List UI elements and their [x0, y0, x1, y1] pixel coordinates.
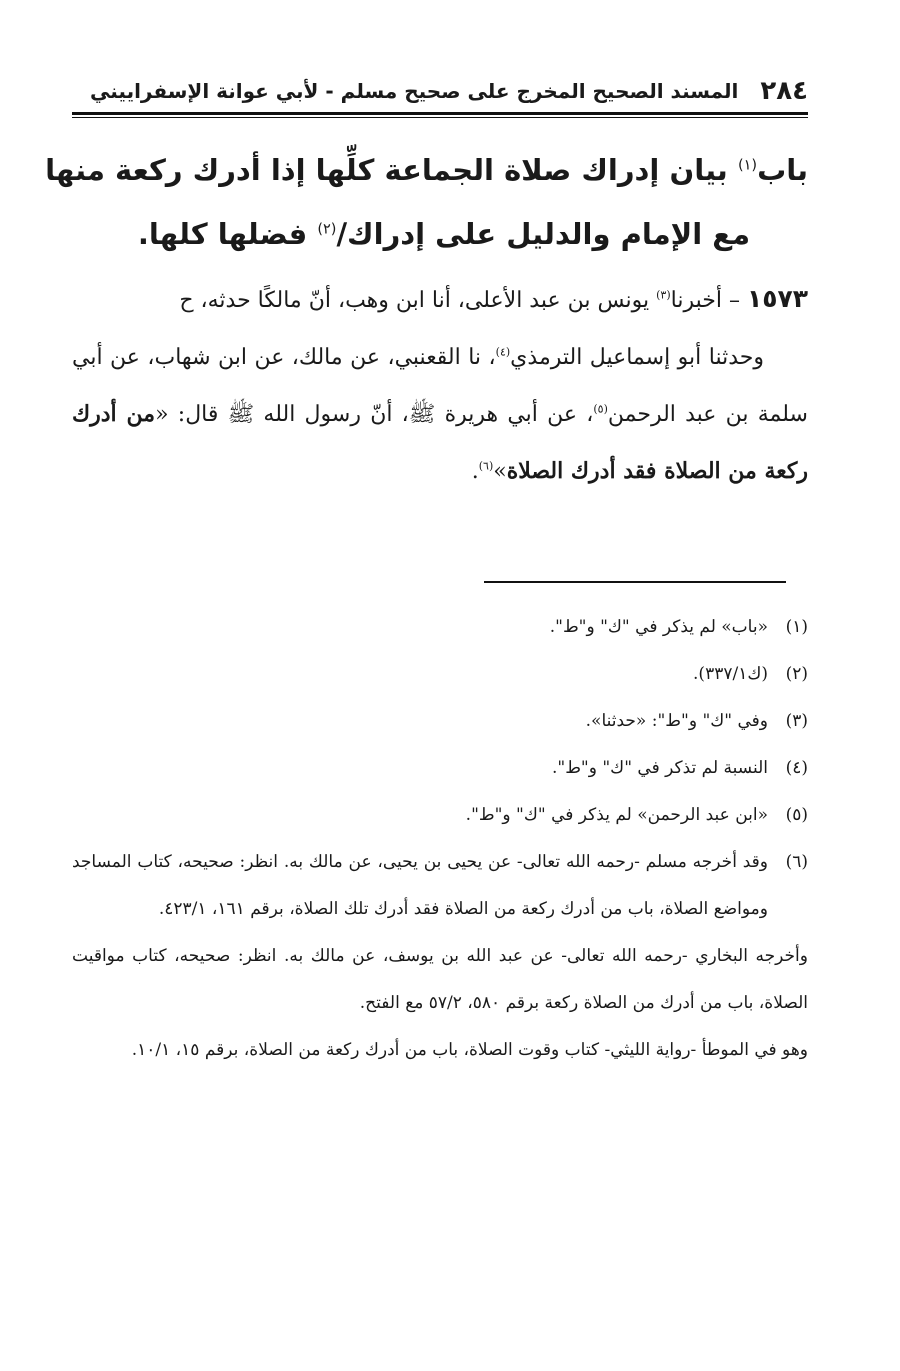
running-title: المسند الصحيح المخرج على صحيح مسلم - لأبي عوانة الإسفراييني [90, 79, 739, 103]
footnote-line: «باب» لم يذكر في "ك" و"ط". [549, 617, 768, 637]
footnote-2 [72, 651, 808, 698]
footnote-line: وقد أخرجه مسلم -رحمه الله تعالى- عن يحيى بن يحيى، عن مالك به. انظر: صحيحه، كتاب المساجد ومواضع الصلاة، باب من أدرك ركعة من الصلاة فقد أدرك تلك الصلاة، برقم ١٦١، ٤٢٣/١. [72, 852, 768, 919]
chapter-title-part-3: فضلها كلها. [137, 217, 308, 251]
footnote-ref: (١) [737, 157, 758, 174]
footnote-line: وهو في الموطأ -رواية الليثي- كتاب وقوت الصلاة، باب من أدرك ركعة من الصلاة، برقم ١٥، ١٠/١. [131, 1040, 808, 1060]
isnad-text: يونس بن عبد الأعلى، أنا ابن وهب، أنّ مالكًا حدثه، ح [179, 288, 650, 313]
footnote-1 [72, 604, 808, 651]
isnad-text: ، عن أبي هريرة ﷺ، أنّ رسول الله ﷺ قال: « [155, 402, 594, 427]
running-header [74, 68, 808, 108]
page-number: ٢٨٤ [760, 76, 808, 106]
header-rule [72, 112, 808, 115]
footnote-number: (٣) [785, 711, 808, 731]
quote-close: » [493, 459, 507, 484]
chapter-label: باب [757, 153, 808, 187]
footnote-line: وفي "ك" و"ط": «حدثنا». [585, 711, 768, 731]
footnote-number: (٢) [785, 664, 808, 684]
footnote-4 [72, 745, 808, 792]
footnote-text [72, 698, 768, 745]
footnote-text [72, 651, 768, 698]
hadith-paragraph-1 [72, 270, 808, 329]
chapter-title-part-1: بيان إدراك صلاة الجماعة كلِّها إذا أدرك ركعة منها [45, 153, 728, 187]
footnote-separator [484, 581, 786, 583]
chapter-heading-line-2 [80, 202, 808, 266]
isnad-text: – أخبرنا [670, 288, 740, 313]
footnote-ref: (٥) [593, 402, 608, 416]
footnote-6 [72, 839, 808, 1074]
footnote-ref: (٤) [495, 345, 511, 359]
chapter-heading-line-1 [45, 138, 808, 202]
footnote-3 [72, 698, 808, 745]
header-rule-thin [72, 117, 808, 118]
footnote-line: (ك٣٣٧/١). [693, 664, 768, 684]
footnote-number: (٤) [785, 758, 808, 778]
footnote-5 [72, 792, 808, 839]
footnote-line: وأخرجه البخاري -رحمه الله تعالى- عن عبد الله بن يوسف، عن مالك به. انظر: صحيحه، كتاب مواقيت الصلاة، باب من أدرك من الصلاة ركعة برقم ٥٨٠، ٥٧/٢ مع الفتح. [72, 946, 808, 1013]
footnote-line: النسبة لم تذكر في "ك" و"ط". [551, 758, 768, 778]
isnad-text: وحدثنا أبو إسماعيل الترمذي [510, 345, 764, 370]
footnote-line: «ابن عبد الرحمن» لم يذكر في "ك" و"ط". [465, 805, 768, 825]
hadith-body [72, 270, 808, 500]
chapter-heading [45, 138, 808, 266]
footnote-number: (٥) [785, 805, 808, 825]
footnote-ref: (٢) [317, 221, 337, 238]
hadith-number: ١٥٧٣ [746, 284, 808, 313]
footnotes [72, 604, 808, 1074]
hadith-matn: من أدرك ركعة من الصلاة فقد أدرك الصلاة [72, 401, 808, 484]
footnote-number: (٦) [785, 852, 808, 872]
footnote-text [72, 792, 768, 839]
hadith-paragraph-2 [72, 329, 808, 500]
footnote-text [72, 745, 768, 792]
isnad-text: ، نا القعنبي، عن مالك، عن ابن شهاب، عن أبي سلمة بن عبد الرحمن [72, 345, 808, 427]
footnote-number: (١) [785, 617, 808, 637]
sentence-end: . [471, 459, 479, 484]
chapter-title-part-2: مع الإمام والدليل على إدراك/ [336, 217, 751, 251]
footnote-text [72, 839, 808, 1074]
footnote-text [72, 604, 768, 651]
footnote-ref: (٦) [478, 459, 494, 473]
footnote-ref: (٣) [656, 288, 671, 302]
